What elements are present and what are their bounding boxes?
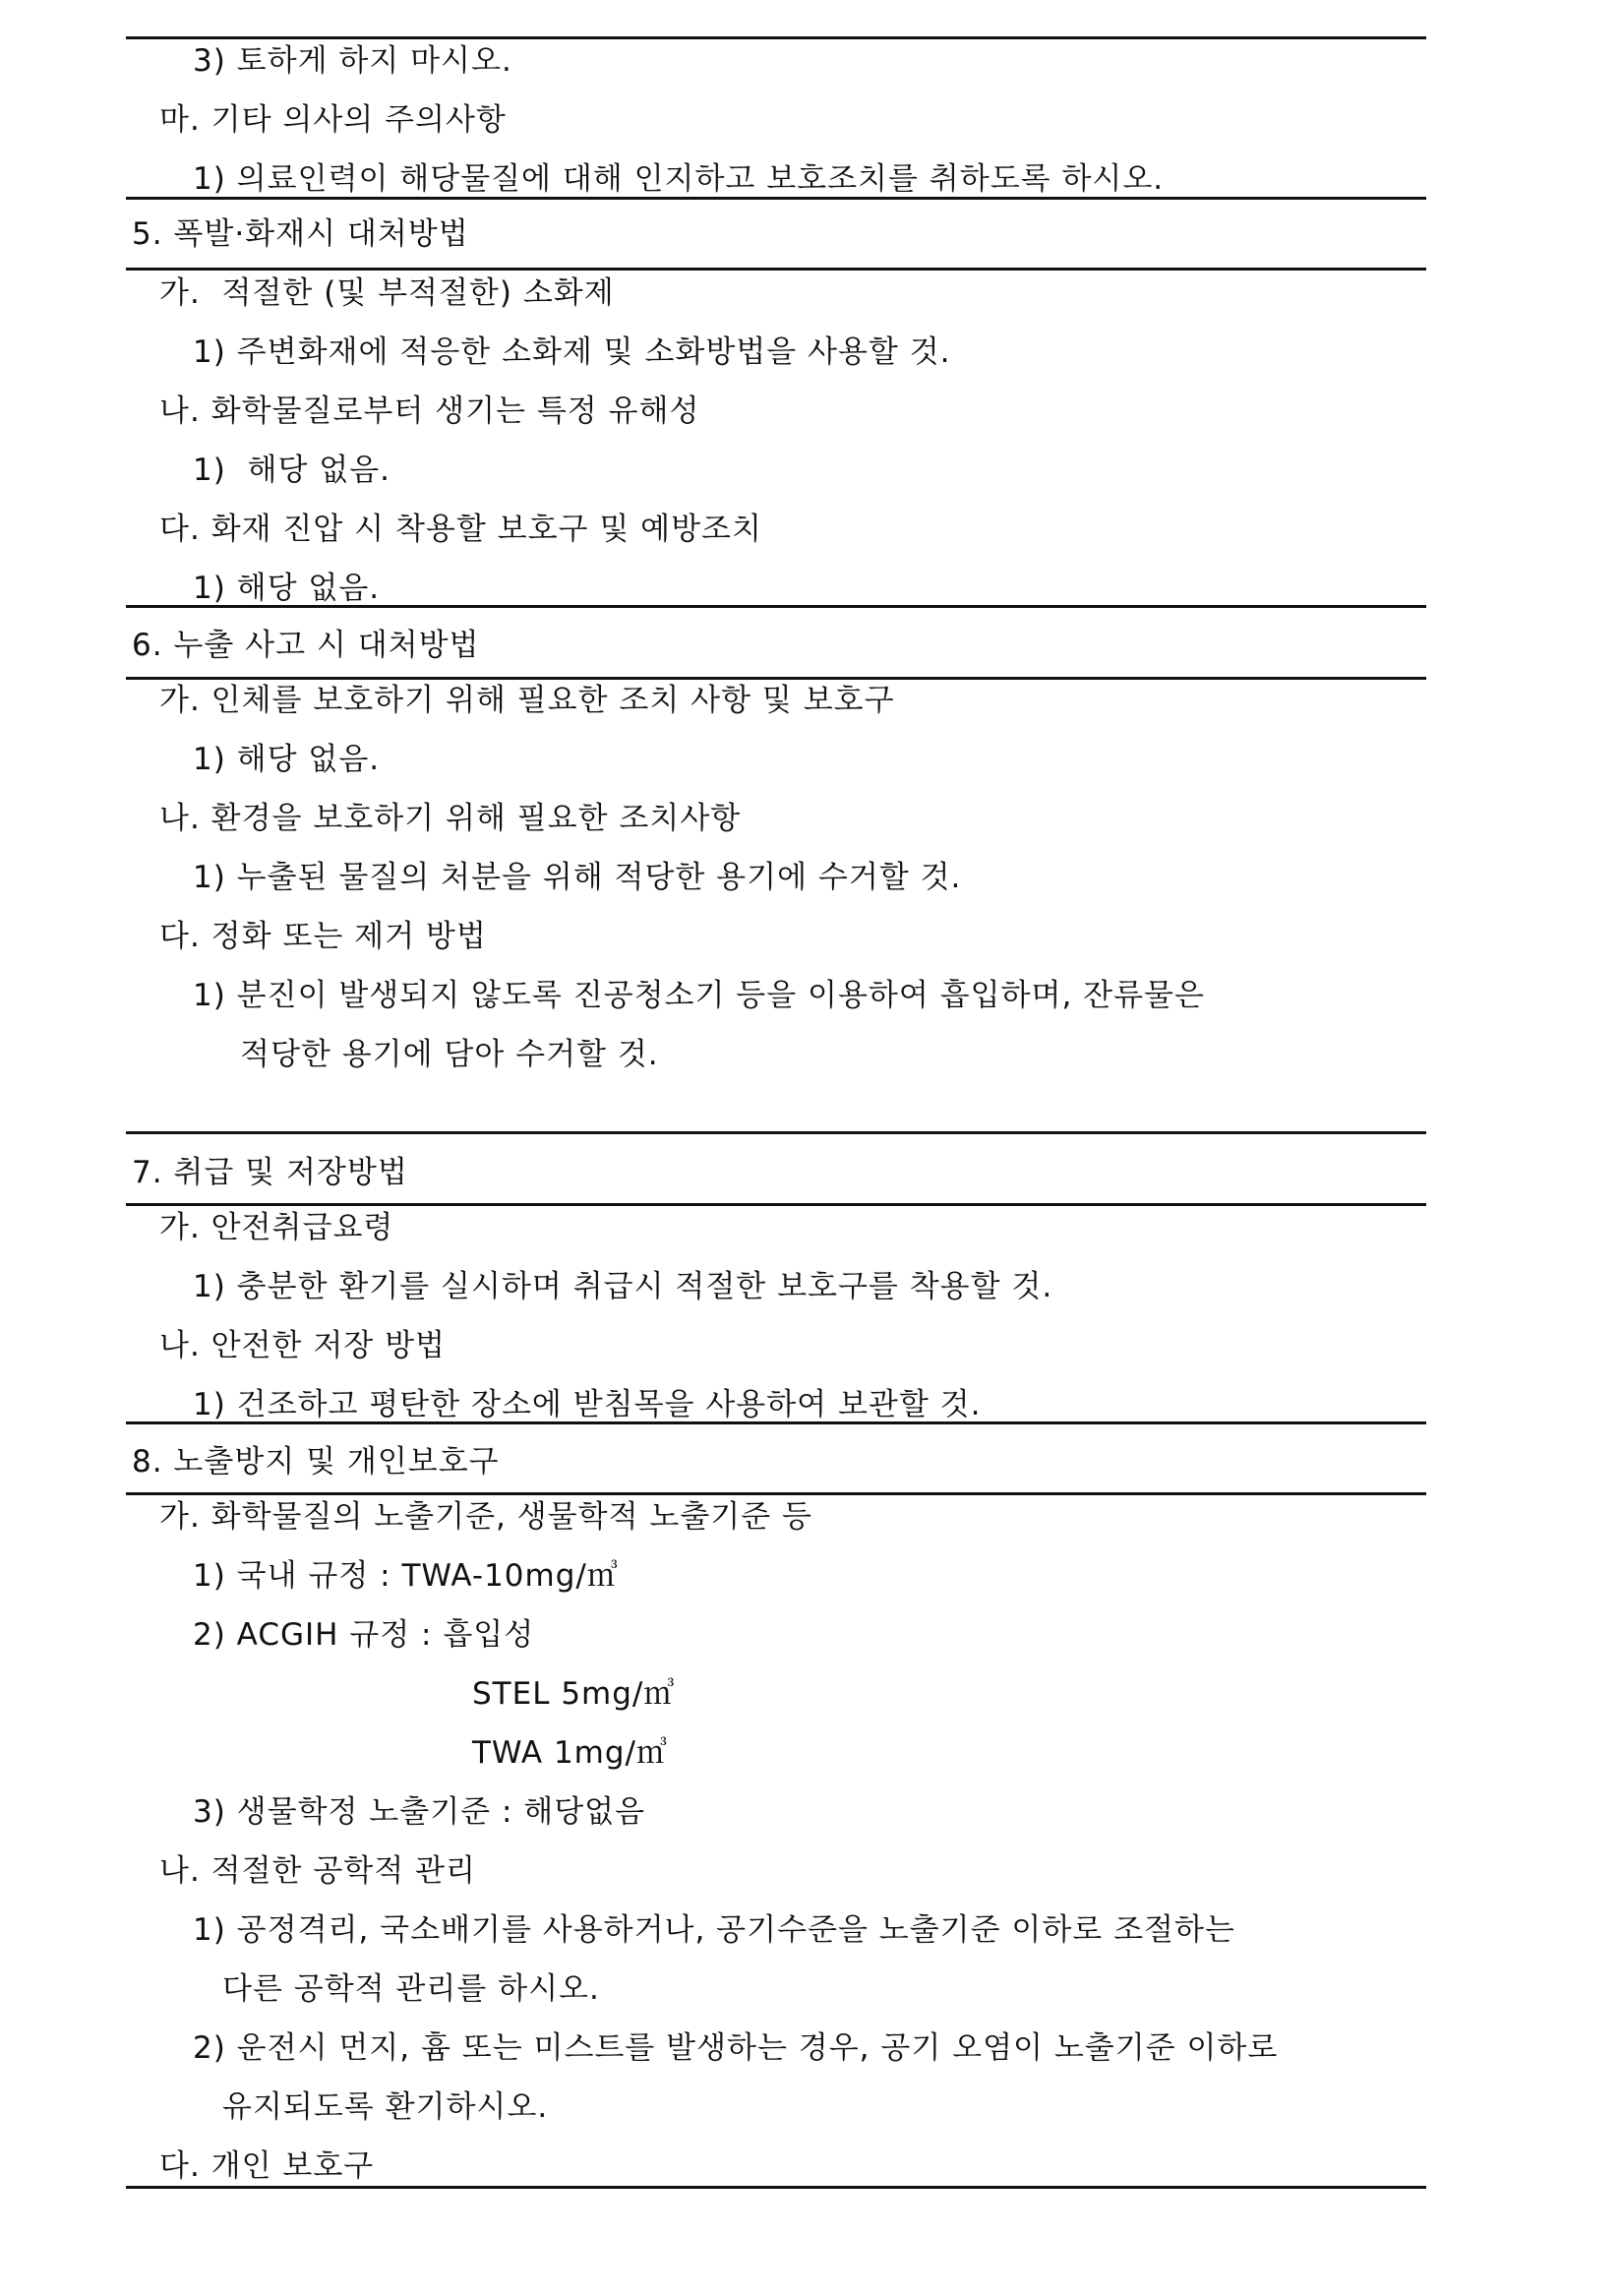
text-line: 2) ACGIH 규정 : 흡입성: [193, 1617, 535, 1653]
text-line: 나. 적절한 공학적 관리: [159, 1853, 476, 1889]
section-heading-5: 5. 폭발·화재시 대처방법: [132, 216, 469, 252]
divider-section-6-top: [126, 605, 1426, 608]
divider-section-5-top: [126, 197, 1426, 200]
text-line: 3) 생물학정 노출기준 : 해당없음: [193, 1794, 646, 1830]
text-line: 1) 분진이 발생되지 않도록 진공청소기 등을 이용하여 흡입하며, 잔류물은: [193, 978, 1205, 1013]
text-line: TWA 1mg/㎥: [472, 1735, 668, 1771]
divider-section-6-bottom: [126, 677, 1426, 680]
section-heading-6: 6. 누출 사고 시 대처방법: [132, 628, 480, 663]
text-line: 유지되도록 환기하시오.: [222, 2089, 549, 2125]
text-line: 다. 화재 진압 시 착용할 보호구 및 예방조치: [159, 512, 762, 547]
text-line: 다. 개인 보호구: [159, 2148, 375, 2184]
text-line: 가. 화학물질의 노출기준, 생물학적 노출기준 등: [159, 1499, 812, 1535]
divider-section-7-bottom: [126, 1203, 1426, 1206]
text-line: 1) 건조하고 평탄한 장소에 받침목을 사용하여 보관할 것.: [193, 1387, 982, 1422]
text-line: 2) 운전시 먼지, 흄 또는 미스트를 발생하는 경우, 공기 오염이 노출기준 이하로: [193, 2030, 1279, 2066]
text-line: STEL 5mg/㎥: [472, 1676, 676, 1712]
text-line: 1) 해당 없음.: [193, 742, 381, 777]
text-line: 나. 환경을 보호하기 위해 필요한 조치사항: [159, 801, 742, 836]
divider-top: [126, 36, 1426, 39]
text-line: 1) 해당 없음.: [193, 571, 381, 606]
divider-section-8-top: [126, 1421, 1426, 1424]
text-line: 3) 토하게 하지 마시오.: [193, 43, 512, 79]
divider-bottom: [126, 2186, 1426, 2189]
text-line: 1) 충분한 환기를 실시하며 취급시 적절한 보호구를 착용할 것.: [193, 1269, 1053, 1304]
text-line: 1) 주변화재에 적응한 소화제 및 소화방법을 사용할 것.: [193, 334, 951, 370]
divider-section-8-bottom: [126, 1492, 1426, 1495]
text-line: 가. 인체를 보호하기 위해 필요한 조치 사항 및 보호구: [159, 683, 895, 718]
section-heading-7: 7. 취급 및 저장방법: [132, 1155, 408, 1190]
text-line: 적당한 용기에 담아 수거할 것.: [240, 1037, 659, 1072]
text-line: 1) 해당 없음.: [193, 453, 391, 488]
text-line: 다. 정화 또는 제거 방법: [159, 919, 487, 954]
text-line: 1) 누출된 물질의 처분을 위해 적당한 용기에 수거할 것.: [193, 860, 962, 895]
text-line: 1) 의료인력이 해당물질에 대해 인지하고 보호조치를 취하도록 하시오.: [193, 161, 1165, 197]
text-line: 가. 적절한 (및 부적절한) 소화제: [159, 275, 615, 311]
text-line: 나. 안전한 저장 방법: [159, 1328, 446, 1363]
divider-section-7-top: [126, 1131, 1426, 1134]
divider-section-5-bottom: [126, 268, 1426, 271]
text-line: 가. 안전취급요령: [159, 1210, 394, 1245]
text-line: 나. 화학물질로부터 생기는 특정 유해성: [159, 393, 700, 429]
section-heading-8: 8. 노출방지 및 개인보호구: [132, 1444, 500, 1480]
text-line: 마. 기타 의사의 주의사항: [159, 102, 507, 138]
text-line: 1) 공정격리, 국소배기를 사용하거나, 공기수준을 노출기준 이하로 조절하는: [193, 1912, 1235, 1948]
text-line: 1) 국내 규정 : TWA-10mg/㎥: [193, 1558, 619, 1594]
text-line: 다른 공학적 관리를 하시오.: [222, 1971, 600, 2007]
